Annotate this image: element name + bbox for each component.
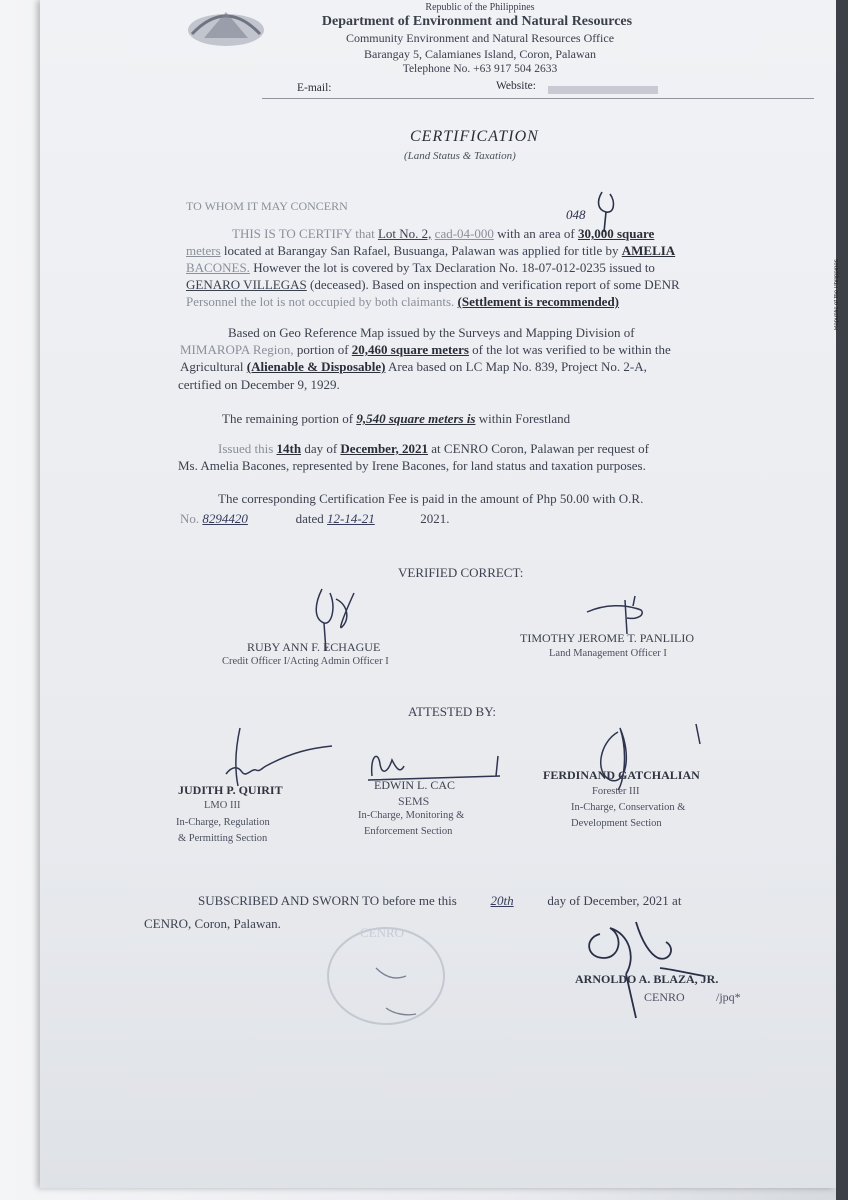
- document-title: CERTIFICATION: [410, 128, 539, 145]
- para1-line2: meters located at Barangay San Rafael, Busuanga, Palawan was applied for title by AMELIA: [186, 243, 676, 258]
- signature-blaza-icon: [580, 914, 710, 1024]
- para4-line2: Ms. Amelia Bacones, represented by Irene Bacones, for land status and taxation purposes.: [178, 458, 646, 473]
- para1-line5: Personnel the lot is not occupied by both claimants. (Settlement is recommended): [186, 294, 620, 309]
- verifier-1-role: Credit Officer I/Acting Admin Officer I: [222, 656, 389, 667]
- para1-line4: GENARO VILLEGAS (deceased). Based on inspection and verification report of some DENR: [186, 277, 680, 292]
- para3: The remaining portion of 9,540 square meters is within Forestland: [222, 411, 571, 426]
- letterhead-divider: [262, 98, 814, 99]
- para2-line4: certified on December 9, 1929.: [178, 377, 340, 392]
- verifier-1-name: RUBY ANN F. ECHAGUE: [247, 640, 381, 654]
- para1-line1: THIS IS TO CERTIFY that Lot No. 2, cad-04-000 with an area of 30,000 square: [232, 226, 655, 241]
- department-name: Department of Environment and Natural Resources: [321, 14, 633, 29]
- attested-by-label: ATTESTED BY:: [408, 704, 496, 719]
- office-telephone: Telephone No. +63 917 504 2633: [402, 63, 558, 75]
- office-address: Barangay 5, Calamianes Island, Coron, Palawan: [364, 47, 596, 61]
- salutation: TO WHOM IT MAY CONCERN: [186, 199, 348, 213]
- verified-correct-label: VERIFIED CORRECT:: [398, 565, 524, 580]
- attester-1-name: JUDITH P. QUIRIT: [178, 783, 283, 797]
- attester-1-role3: & Permitting Section: [178, 833, 268, 844]
- side-margin-stamp: Republic of the Philippines: [834, 259, 840, 330]
- sworn-line2: CENRO, Coron, Palawan.: [144, 916, 281, 931]
- attester-1-role1: LMO III: [204, 800, 241, 811]
- para5-line2: No. 8294420 dated 12-14-21 2021.: [180, 511, 450, 526]
- para2-line1: Based on Geo Reference Map issued by the Surveys and Mapping Division of: [228, 325, 635, 340]
- para2-line3: Agricultural (Alienable & Disposable) Area based on LC Map No. 839, Project No. 2-A,: [180, 359, 647, 374]
- typist-initials: /jpq*: [716, 990, 741, 1004]
- sworn-line1: SUBSCRIBED AND SWORN TO before me this 20th day of December, 2021 at: [198, 893, 682, 908]
- para5-line1: The corresponding Certification Fee is paid in the amount of Php 50.00 with O.R.: [218, 491, 644, 506]
- denr-logo-icon: [182, 4, 270, 48]
- signature-quirit-icon: [212, 722, 336, 792]
- attester-1-role2: In-Charge, Regulation: [176, 817, 270, 828]
- republic-line: Republic of the Philippines: [425, 2, 535, 13]
- office-name: Community Environment and Natural Resources Office: [345, 31, 615, 45]
- stamp-text: CENRO: [360, 925, 405, 940]
- para1-line3: BACONES. However the lot is covered by Tax Declaration No. 18-07-012-0235 issued to: [186, 260, 655, 275]
- attester-2-role1: SEMS: [398, 794, 430, 808]
- cenro-name: ARNOLDO A. BLAZA, JR.: [575, 972, 719, 986]
- para4-line1: Issued this 14th day of December, 2021 at CENRO Coron, Palawan per request of: [218, 441, 649, 456]
- attester-2-role3: Enforcement Section: [364, 826, 453, 837]
- handwritten-lot-number: 048: [566, 207, 586, 222]
- attester-3-role1: Forester III: [592, 786, 640, 797]
- attester-2-role2: In-Charge, Monitoring &: [358, 810, 465, 821]
- website-value-blurred: [548, 86, 658, 94]
- document-subtitle: (Land Status & Taxation): [404, 150, 516, 162]
- email-label: E-mail:: [297, 82, 332, 94]
- attester-3-name: FERDINAND GATCHALIAN: [543, 768, 700, 782]
- verifier-2-role: Land Management Officer I: [549, 648, 667, 659]
- attester-3-role3: Development Section: [571, 818, 662, 829]
- website-label: Website:: [496, 80, 536, 92]
- para2-line2: MIMAROPA Region, portion of 20,460 square meters of the lot was verified to be within the: [180, 342, 671, 357]
- cenro-role: CENRO: [644, 990, 685, 1004]
- dark-background-edge: [836, 0, 848, 1200]
- attester-2-name: EDWIN L. CAC: [374, 778, 455, 792]
- attester-3-role2: In-Charge, Conservation &: [571, 802, 686, 813]
- verifier-2-name: TIMOTHY JEROME T. PANLILIO: [520, 631, 694, 645]
